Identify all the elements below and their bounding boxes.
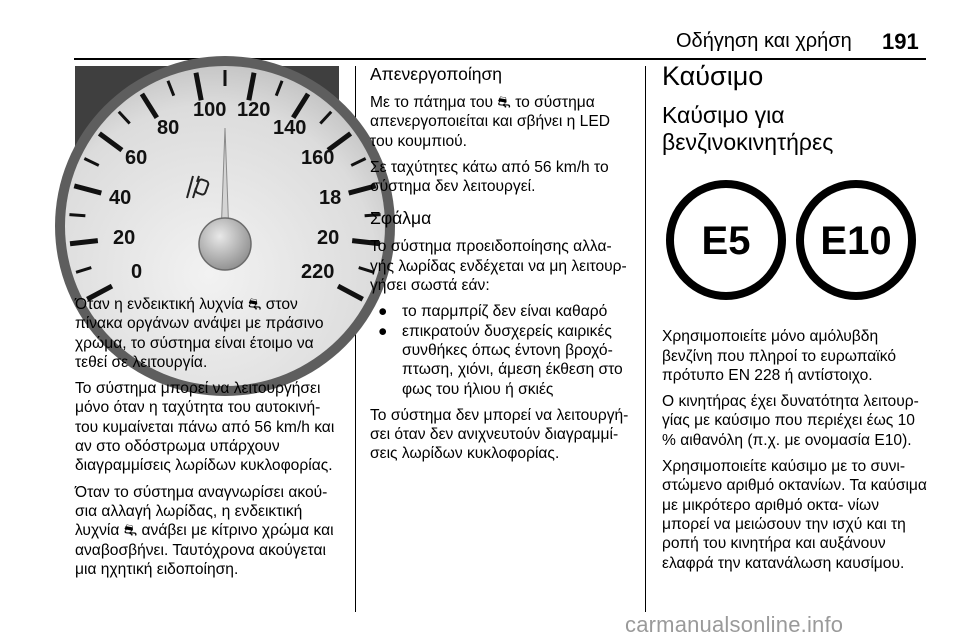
gauge-label-20: 20	[113, 227, 136, 249]
gauge-label-140: 140	[273, 117, 307, 139]
gauge-label-0: 0	[131, 261, 143, 283]
gauge-tick	[69, 215, 85, 216]
heading-deactivation: Απενεργοποίηση	[370, 64, 503, 84]
needle-hub	[199, 218, 251, 270]
watermark: carmanualsonline.info	[625, 612, 844, 637]
paragraph: Όταν η ενδεικτική λυχνία ⛐ στον πίνακα οργάνων ανάψει με πράσινο χρώμα, το σύστημα είναι έτοιμο να τεθεί σε λειτουργία.	[75, 296, 324, 371]
e5-label: E5	[701, 219, 751, 263]
section-title: Οδήγηση και χρήση	[676, 30, 852, 52]
paragraph: Το σύστημα μπορεί να λειτουργήσει μόνο όταν η ταχύτητα του αυτοκινή- του κυμαίνεται πάνω από 56 km/h και αν στο οδόστρωμα υπάρχουν διαγραμμίσεις λωρίδων κυκλοφορίας.	[75, 380, 335, 475]
paragraph: Το σύστημα δεν μπορεί να λειτουργή- σει όταν δεν ανιχνευτούν διαγραμμί- σεις λωρίδων κυκλοφορίας.	[370, 406, 629, 463]
heading-error: Σφάλμα	[370, 208, 432, 229]
e10-label: E10	[820, 219, 892, 263]
list-item: ● το παρμπρίζ δεν είναι καθαρό	[378, 303, 608, 321]
bullet-icon: ●	[378, 322, 388, 340]
gauge-label-100: 100	[193, 99, 227, 121]
conditions-list	[370, 302, 633, 398]
paragraph: Όταν το σύστημα αναγνωρίσει ακού- σια αλλαγή λωρίδας, η ενδεικτική λυχνία ⛐ ανάβει με κίτρινο χρώμα και αναβοσβήνει. Ταυτόχρονα ακούγεται μια ηχητική ειδοποίηση.	[75, 483, 334, 578]
column-2	[370, 64, 633, 471]
fuel-label-badges	[662, 172, 924, 304]
page-number: 191	[882, 29, 919, 54]
page-header	[0, 0, 960, 60]
list-item: ● επικρατούν δυσχερείς καιρικές συνθήκες όπως έντονη βροχό- πτωση, χιόνι, άμεση έκθεση στο φως του ήλιου ή σκιές	[378, 322, 623, 398]
speedometer-svg	[75, 66, 342, 283]
gauge-tick	[70, 241, 98, 244]
column-3	[662, 60, 927, 580]
paragraph: Σε ταχύτητες κάτω από 56 km/h το σύστημα δεν λειτουργεί.	[370, 158, 609, 196]
paragraph: Χρησιμοποιείτε καύσιμο με το συνι- στώμενο αριθμό οκτανίων. Τα καύσιμα με μικρότερο αριθμό οκτα- νίων μπορεί να μειώσουν την ισχύ και τη ροπή του κινητήρα και αυξάνουν ελαφρά την κατανάλωση καυσίμου.	[662, 458, 927, 572]
bullet-icon: ●	[378, 303, 388, 321]
gauge-label-40: 40	[109, 187, 132, 209]
gauge-label-160: 160	[301, 147, 335, 169]
speedometer-figure	[75, 66, 342, 283]
column-divider-2	[645, 66, 646, 612]
gauge-label-80: 80	[157, 117, 180, 139]
gauge-label-220: 220	[301, 261, 335, 283]
paragraph: Ο κινητήρας έχει δυνατότητα λειτουρ- γίας με καύσιμο που περιέχει έως 10 % αιθανόλη (π.χ. με ονομασία E10).	[662, 393, 919, 449]
gauge-label-180: 18	[319, 187, 342, 209]
heading-fuel: Καύσιμο	[662, 61, 764, 91]
column-1	[75, 295, 341, 586]
paragraph: Χρησιμοποιείτε μόνο αμόλυβδη βενζίνη που πληροί το ευρωπαϊκό πρότυπο EN 228 ή αντίστοιχο.	[662, 328, 897, 384]
heading-petrol-fuel: Καύσιμο για βενζινοκινητήρες	[662, 102, 834, 155]
paragraph: Το σύστημα προειδοποίησης αλλα- γής λωρίδας ενδέχεται να μη λειτουρ- γήσει σωστά εάν:	[370, 238, 627, 295]
paragraph: Με το πάτημα του ⛐ το σύστημα απενεργοποιείται και σβήνει η LED του κουμπιού.	[370, 94, 611, 150]
gauge-label-60: 60	[125, 147, 148, 169]
gauge-label-200: 20	[317, 227, 340, 249]
gauge-label-120: 120	[237, 99, 271, 121]
